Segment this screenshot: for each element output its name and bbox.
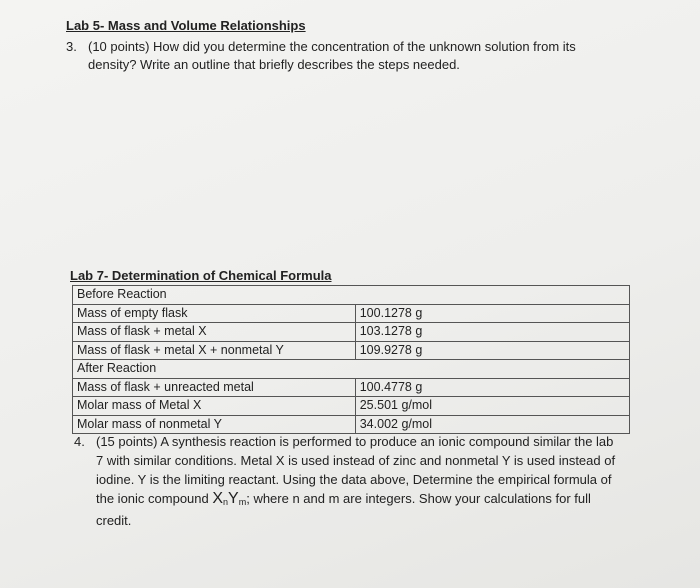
row-label: Mass of flask + unreacted metal <box>73 378 356 397</box>
table-row <box>73 397 630 416</box>
row-label: Mass of flask + metal X + nonmetal Y <box>73 341 356 360</box>
data-table <box>72 285 630 434</box>
row-value: 103.1278 g <box>355 323 629 342</box>
question-4-line-2: 7 with similar conditions. Metal X is used instead of zinc and nonmetal Y is used instead of <box>96 453 616 468</box>
question-4-line-4 <box>96 490 591 511</box>
table-row <box>73 415 630 434</box>
row-value: 109.9278 g <box>355 341 629 360</box>
formula-subscript-n: n <box>223 497 229 507</box>
question-4-line-1: (15 points) A synthesis reaction is performed to produce an ionic compound similar the lab <box>96 434 614 449</box>
table-row <box>73 378 630 397</box>
table-row <box>73 286 630 305</box>
row-label: Molar mass of Metal X <box>73 397 356 416</box>
section-before-reaction: Before Reaction <box>73 286 630 305</box>
row-value: 25.501 g/mol <box>355 397 629 416</box>
row-value: 100.4778 g <box>355 378 629 397</box>
question-4-line-3: iodine. Y is the limiting reactant. Using the data above, Determine the empirical formula of <box>96 472 612 487</box>
formula-y: Y <box>228 490 239 507</box>
question-3-number: 3. <box>66 39 77 54</box>
row-value: 34.002 g/mol <box>355 415 629 434</box>
table-row <box>73 341 630 360</box>
question-4-line-5: credit. <box>96 513 132 528</box>
row-label: Mass of flask + metal X <box>73 323 356 342</box>
question-3-line-1: (10 points) How did you determine the concentration of the unknown solution from its <box>88 39 576 54</box>
question-3-line-2: density? Write an outline that briefly describes the steps needed. <box>88 57 460 72</box>
question-4 <box>74 433 664 533</box>
lab7-heading: Lab 7- Determination of Chemical Formula <box>70 268 332 283</box>
question-4-line-4-start: the ionic compound <box>96 491 213 506</box>
lab5-heading: Lab 5- Mass and Volume Relationships <box>66 18 306 33</box>
table-row <box>73 304 630 323</box>
table-row <box>73 360 630 379</box>
row-label: Mass of empty flask <box>73 304 356 323</box>
question-4-number: 4. <box>74 434 85 449</box>
formula-x: X <box>212 490 224 507</box>
row-label: Molar mass of nonmetal Y <box>73 415 356 434</box>
formula-subscript-m: m <box>238 497 247 507</box>
table-row <box>73 323 630 342</box>
question-4-line-4-end: ; where n and m are integers. Show your calculations for full <box>246 491 591 506</box>
question-3 <box>66 38 666 74</box>
row-value: 100.1278 g <box>355 304 629 323</box>
section-after-reaction: After Reaction <box>73 360 630 379</box>
